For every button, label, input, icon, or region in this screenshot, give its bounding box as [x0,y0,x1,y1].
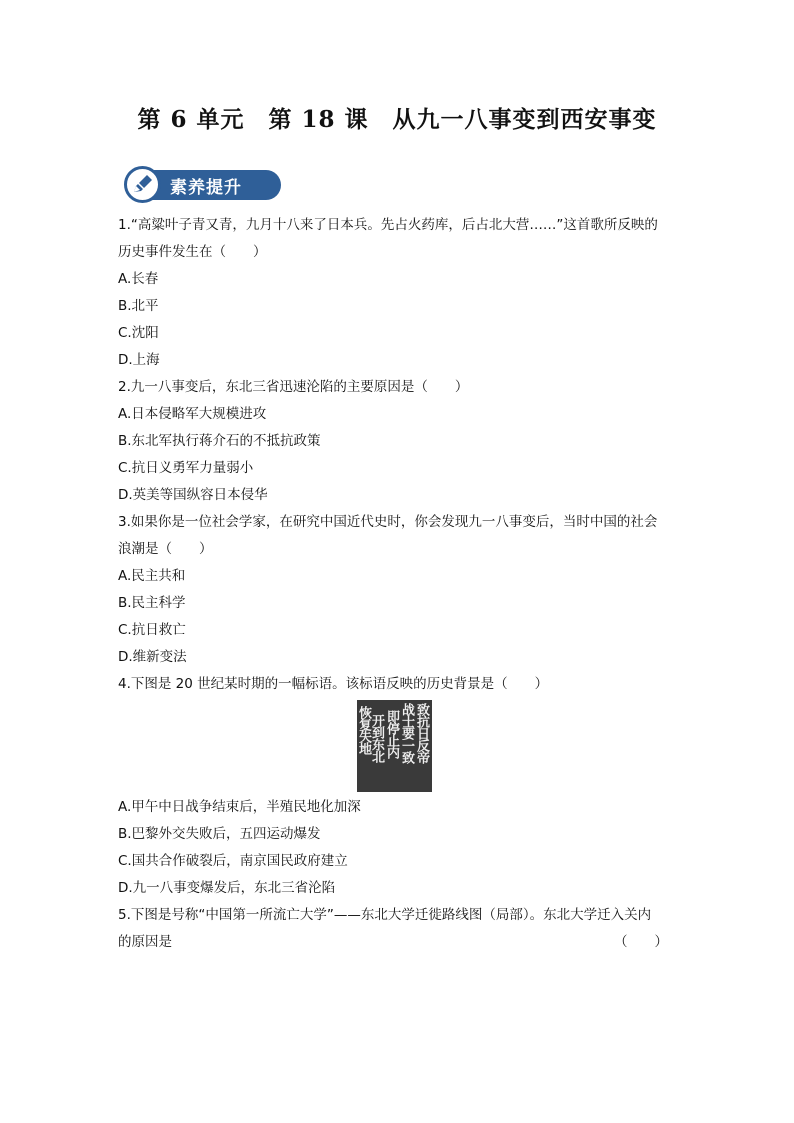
slogan-column: 开到东北 [369,714,384,762]
option: D.九一八事变爆发后，东北三省沦陷 [118,880,336,896]
option: C.沈阳 [118,325,159,341]
page-title: 第 6 单元 第 18 课 从九一八事变到西安事变 [137,106,657,133]
slogan-column: 战士要一致 [399,703,414,763]
question-stem: 5.下图是号称“中国第一所流亡大学”——东北大学迁徙路线图（局部）。东北大学迁入关内 [118,907,652,923]
option: B.东北军执行蒋介石的不抵抗政策 [118,433,321,449]
question-stem: 4.下图是 20 世纪某时期的一幅标语。该标语反映的历史背景是（ ） [118,676,549,692]
question-stem: 2.九一八事变后，东北三省迅速沦陷的主要原因是（ ） [118,379,469,395]
option: A.民主共和 [118,568,186,584]
pencil-icon [124,166,161,203]
option: A.甲午中日战争结束后，半殖民地化加深 [118,799,361,815]
question-stem: 的原因是 [118,934,172,950]
question-2 [118,376,678,511]
option: A.长春 [118,271,159,287]
slogan-column: 致抗日反帝 [414,703,429,763]
question-list [118,214,678,958]
section-badge [124,166,281,203]
slogan-column: 恢复失地 [356,706,371,754]
option: D.上海 [118,352,160,368]
question-stem: 浪潮是（ ） [118,541,213,557]
question-4 [118,673,678,904]
question-stem: 3.如果你是一位社会学家，在研究中国近代史时，你会发现九一八事变后，当时中国的社会 [118,514,658,530]
option: D.维新变法 [118,649,187,665]
option: C.国共合作破裂后，南京国民政府建立 [118,853,348,869]
badge-label: 素养提升 [170,178,242,198]
option: B.北平 [118,298,159,314]
option: C.抗日义勇军力量弱小 [118,460,254,476]
question-stem: 1.“高粱叶子青又青，九月十八来了日本兵。先占火药库，后占北大营……”这首歌所反映的 [118,217,658,233]
question-3 [118,511,678,673]
option: B.巴黎外交失败后，五四运动爆发 [118,826,321,842]
question-stem-line [118,931,678,958]
slogan-figure [118,700,678,796]
question-1 [118,214,678,376]
slogan-column: 即停止内 [384,710,399,758]
question-5 [118,904,678,958]
option: B.民主科学 [118,595,186,611]
answer-bracket: （ ） [614,934,668,950]
question-stem: 历史事件发生在（ ） [118,244,267,260]
option: C.抗日救亡 [118,622,186,638]
slogan-image [357,700,432,792]
option: A.日本侵略军大规模进攻 [118,406,267,422]
option: D.英美等国纵容日本侵华 [118,487,268,503]
